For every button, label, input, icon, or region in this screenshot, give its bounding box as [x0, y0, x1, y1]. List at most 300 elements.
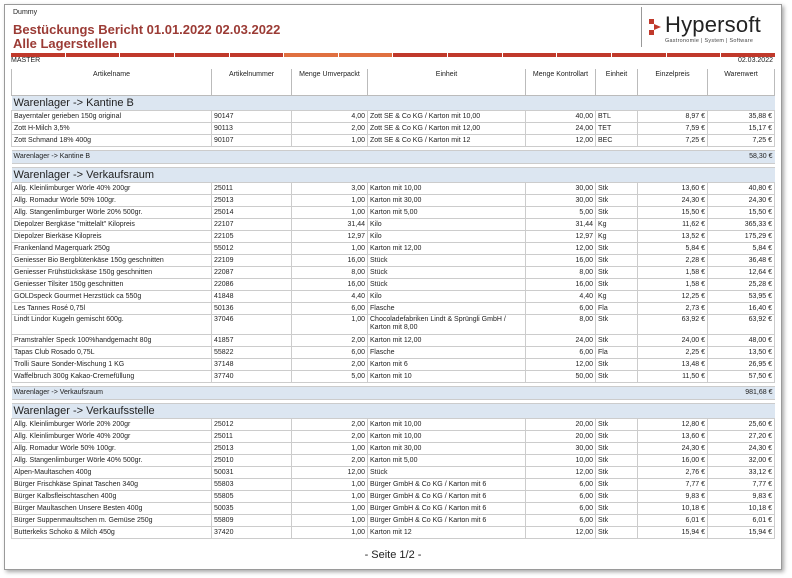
table-cell: Kilo [368, 219, 526, 231]
table-cell: 16,00 [526, 279, 596, 291]
table-cell: 50136 [212, 303, 292, 315]
table-row [12, 431, 775, 443]
table-cell: BEC [596, 135, 638, 147]
table-cell: 10,18 € [638, 503, 708, 515]
table-cell: 8,00 [292, 267, 368, 279]
table-cell: 12,80 € [638, 419, 708, 431]
table-cell: Pramstrahler Speck 100%handgemacht 80g [12, 335, 212, 347]
table-cell: 1,00 [292, 443, 368, 455]
table-cell: 3,00 [292, 183, 368, 195]
section-title: Warenlager -> Verkaufsraum [12, 168, 775, 183]
table-cell: Bürger GmbH & Co KG / Karton mit 6 [368, 479, 526, 491]
table-cell: 25010 [212, 455, 292, 467]
table-cell: 37148 [212, 359, 292, 371]
logo-divider [641, 7, 642, 47]
table-cell: Stk [596, 359, 638, 371]
table-cell: Kilo [368, 231, 526, 243]
table-row [12, 291, 775, 303]
report-title-line1: Bestückungs Bericht 01.01.2022 02.03.2022 [13, 22, 281, 37]
table-cell: 12,00 [526, 135, 596, 147]
table-cell: 11,50 € [638, 371, 708, 383]
table-cell: Lindt Lindor Kugeln gemischt 600g. [12, 315, 212, 335]
table-cell: Karton mit 10,00 [368, 419, 526, 431]
table-cell: 16,00 [292, 279, 368, 291]
table-row [12, 243, 775, 255]
table-cell: 63,92 € [638, 315, 708, 335]
table-cell: 4,40 [526, 291, 596, 303]
table-cell: Karton mit 5,00 [368, 455, 526, 467]
table-cell: Fla [596, 303, 638, 315]
table-cell: 55822 [212, 347, 292, 359]
table-cell: 5,00 [292, 371, 368, 383]
table-cell: 13,60 € [638, 431, 708, 443]
table-cell: 1,00 [292, 243, 368, 255]
table-cell: 15,94 € [708, 527, 775, 539]
stripe-segment [284, 53, 338, 57]
table-cell: 12,25 € [638, 291, 708, 303]
column-header: Einheit [596, 69, 638, 96]
table-cell: Zott SE & Co KG / Karton mit 10,00 [368, 111, 526, 123]
table-row [12, 207, 775, 219]
table-row [12, 335, 775, 347]
table-cell: 7,25 € [638, 135, 708, 147]
header-color-stripe [11, 53, 775, 57]
table-cell: Karton mit 5,00 [368, 207, 526, 219]
table-cell: Stk [596, 267, 638, 279]
table-row [12, 371, 775, 383]
table-cell: 16,40 € [708, 303, 775, 315]
report-title [13, 23, 280, 51]
summary-value: 58,30 € [708, 151, 775, 164]
hypersoft-mark-icon [649, 17, 663, 37]
table-cell: Stk [596, 479, 638, 491]
column-header: Warenwert [708, 69, 775, 96]
stripe-segment [503, 53, 557, 57]
table-row [12, 491, 775, 503]
table-cell: Kg [596, 291, 638, 303]
table-cell: Tapas Club Rosado 0,75L [12, 347, 212, 359]
stripe-segment [557, 53, 611, 57]
table-cell: 32,00 € [708, 455, 775, 467]
table-cell: 12,64 € [708, 267, 775, 279]
table-cell: 12,97 [526, 231, 596, 243]
master-label: MASTER [11, 57, 41, 64]
table-cell: 2,00 [292, 335, 368, 347]
table-cell: Stk [596, 183, 638, 195]
table-cell: 48,00 € [708, 335, 775, 347]
table-cell: Kilo [368, 291, 526, 303]
table-cell: 90107 [212, 135, 292, 147]
table-row [12, 315, 775, 335]
table-cell: 2,00 [292, 455, 368, 467]
table-cell: Stk [596, 431, 638, 443]
table-cell: Trolli Saure Sonder-Mischung 1 KG [12, 359, 212, 371]
table-cell: 41848 [212, 291, 292, 303]
table-row [12, 123, 775, 135]
table-cell: 1,00 [292, 195, 368, 207]
table-cell: 25,60 € [708, 419, 775, 431]
table-cell: 5,00 [526, 207, 596, 219]
table-cell: Stk [596, 195, 638, 207]
table-row [12, 503, 775, 515]
column-header: Einheit [368, 69, 526, 96]
summary-value: 981,68 € [708, 387, 775, 400]
table-body [12, 96, 775, 539]
table-row [12, 479, 775, 491]
table-cell: 1,58 € [638, 267, 708, 279]
table-cell: Allg. Kleinlimburger Wörle 40% 200gr [12, 183, 212, 195]
table-row [12, 419, 775, 431]
table-cell: 24,30 € [708, 443, 775, 455]
table-cell: 20,00 [526, 431, 596, 443]
table-cell: 36,48 € [708, 255, 775, 267]
section-summary-row [12, 387, 775, 400]
table-cell: Flasche [368, 347, 526, 359]
table-cell: 1,00 [292, 207, 368, 219]
table-cell: Allg. Kleinlimburger Wörle 20% 200gr [12, 419, 212, 431]
table-cell: 6,00 [292, 347, 368, 359]
hypersoft-logo [641, 7, 773, 49]
table-cell: 53,95 € [708, 291, 775, 303]
table-cell: 12,00 [526, 243, 596, 255]
table-cell: 20,00 [526, 419, 596, 431]
column-header: Menge Kontrollart [526, 69, 596, 96]
table-cell: Diepolzer Bergkäse "mittelalt" Kilopreis [12, 219, 212, 231]
table-cell: 13,60 € [638, 183, 708, 195]
table-row [12, 515, 775, 527]
table-cell: 35,88 € [708, 111, 775, 123]
table-cell: Stück [368, 267, 526, 279]
table-cell: 50035 [212, 503, 292, 515]
table-cell: 1,00 [292, 479, 368, 491]
table-cell: 365,33 € [708, 219, 775, 231]
stripe-segment [66, 53, 120, 57]
table-cell: 12,00 [292, 467, 368, 479]
table-cell: Stk [596, 335, 638, 347]
table-cell: Bürger Frischkäse Spinat Taschen 340g [12, 479, 212, 491]
table-cell: 12,97 [292, 231, 368, 243]
table-header-row [12, 69, 775, 96]
table-row [12, 303, 775, 315]
table-cell: Karton mit 12 [368, 527, 526, 539]
table-cell: 25013 [212, 195, 292, 207]
table-cell: 175,29 € [708, 231, 775, 243]
table-cell: 12,00 [526, 527, 596, 539]
table-cell: 26,95 € [708, 359, 775, 371]
table-cell: 1,00 [292, 515, 368, 527]
table-cell: 15,50 € [638, 207, 708, 219]
table-cell: 6,00 [292, 303, 368, 315]
table-cell: Zott SE & Co KG / Karton mit 12 [368, 135, 526, 147]
table-cell: 6,00 [526, 303, 596, 315]
table-cell: 2,73 € [638, 303, 708, 315]
table-cell: Stück [368, 255, 526, 267]
table-cell: Stk [596, 515, 638, 527]
stripe-segment [120, 53, 174, 57]
table-cell: Zott Schmand 18% 400g [12, 135, 212, 147]
table-cell: Stk [596, 315, 638, 335]
table-cell: 15,94 € [638, 527, 708, 539]
report-title-line2: Alle Lagerstellen [13, 36, 118, 51]
table-cell: GOLDspeck Gourmet Herzstück ca 550g [12, 291, 212, 303]
table-cell: 7,59 € [638, 123, 708, 135]
table-cell: Bayerntaler gerieben 150g original [12, 111, 212, 123]
table-cell: 55809 [212, 515, 292, 527]
table-cell: 16,00 [526, 255, 596, 267]
table-cell: 12,00 [526, 467, 596, 479]
table-row [12, 347, 775, 359]
table-cell: 40,00 [526, 111, 596, 123]
table-cell: 15,50 € [708, 207, 775, 219]
table-cell: 2,00 [292, 431, 368, 443]
table-cell: Stk [596, 207, 638, 219]
table-cell: BTL [596, 111, 638, 123]
table-cell: 9,83 € [638, 491, 708, 503]
section-header-row [12, 96, 775, 111]
logo-name: Hypersoft [665, 12, 761, 37]
table-cell: Karton mit 10,00 [368, 183, 526, 195]
report-page [4, 4, 782, 570]
table-cell: 50,00 [526, 371, 596, 383]
table-cell: 16,00 [292, 255, 368, 267]
table-cell: Flasche [368, 303, 526, 315]
table-row [12, 467, 775, 479]
stripe-segment [612, 53, 666, 57]
table-cell: 33,12 € [708, 467, 775, 479]
section-header-row [12, 404, 775, 419]
table-cell: 13,52 € [638, 231, 708, 243]
table-cell: Bürger Kalbsfleischtaschen 400g [12, 491, 212, 503]
table-cell: 24,00 € [638, 335, 708, 347]
table-row [12, 455, 775, 467]
table-cell: Karton mit 10 [368, 371, 526, 383]
table-cell: 37420 [212, 527, 292, 539]
table-cell: 22107 [212, 219, 292, 231]
table-cell: 8,97 € [638, 111, 708, 123]
table-cell: 6,00 [526, 515, 596, 527]
table-cell: 4,00 [292, 111, 368, 123]
table-row [12, 219, 775, 231]
table-cell: 24,30 € [638, 443, 708, 455]
table-cell: 63,92 € [708, 315, 775, 335]
table-cell: Bürger GmbH & Co KG / Karton mit 6 [368, 503, 526, 515]
table-cell: 40,80 € [708, 183, 775, 195]
table-cell: 7,77 € [708, 479, 775, 491]
column-header: Artikelname [12, 69, 212, 96]
table-cell: Stk [596, 279, 638, 291]
table-cell: 13,50 € [708, 347, 775, 359]
table-cell: 2,76 € [638, 467, 708, 479]
stripe-segment [339, 53, 393, 57]
table-cell: 1,00 [292, 315, 368, 335]
table-cell: 24,00 [526, 335, 596, 347]
table-cell: 10,18 € [708, 503, 775, 515]
inventory-table [11, 69, 775, 539]
table-cell: Bürger GmbH & Co KG / Karton mit 6 [368, 491, 526, 503]
table-cell: Allg. Stangenlimburger Wörle 20% 500gr. [12, 207, 212, 219]
table-cell: Alpen-Maultaschen 400g [12, 467, 212, 479]
table-cell: Geniesser Tilsiter 150g geschnitten [12, 279, 212, 291]
table-cell: 1,00 [292, 503, 368, 515]
table-cell: 27,20 € [708, 431, 775, 443]
table-cell: Stk [596, 527, 638, 539]
table-cell: Diepolzer Bierkäse Kilopreis [12, 231, 212, 243]
table-cell: Stück [368, 467, 526, 479]
table-cell: 37740 [212, 371, 292, 383]
table-cell: Karton mit 12,00 [368, 243, 526, 255]
table-cell: 30,00 [526, 183, 596, 195]
table-cell: 1,00 [292, 527, 368, 539]
table-cell: 16,00 € [638, 455, 708, 467]
table-row [12, 267, 775, 279]
table-cell: 55805 [212, 491, 292, 503]
table-cell: 22105 [212, 231, 292, 243]
table-cell: 22086 [212, 279, 292, 291]
table-cell: Stk [596, 371, 638, 383]
table-cell: Stk [596, 467, 638, 479]
table-cell: Butterkeks Schoko & Milch 450g [12, 527, 212, 539]
column-header: Einzelpreis [638, 69, 708, 96]
table-cell: 8,00 [526, 267, 596, 279]
table-cell: 15,17 € [708, 123, 775, 135]
table-cell: Stk [596, 255, 638, 267]
stripe-segment [667, 53, 721, 57]
table-cell: 31,44 [526, 219, 596, 231]
company-label: Dummy [13, 9, 38, 16]
table-row [12, 231, 775, 243]
table-cell: 9,83 € [708, 491, 775, 503]
table-cell: Stück [368, 279, 526, 291]
table-row [12, 527, 775, 539]
table-cell: 13,48 € [638, 359, 708, 371]
table-cell: Allg. Romadur Wörle 50% 100gr. [12, 443, 212, 455]
table-cell: 25011 [212, 183, 292, 195]
table-cell: 37046 [212, 315, 292, 335]
table-cell: Frankenland Magerquark 250g [12, 243, 212, 255]
table-cell: 25013 [212, 443, 292, 455]
table-cell: Karton mit 30,00 [368, 443, 526, 455]
table-cell: Stk [596, 491, 638, 503]
table-cell: Stk [596, 243, 638, 255]
table-cell: Karton mit 30,00 [368, 195, 526, 207]
table-cell: Karton mit 10,00 [368, 431, 526, 443]
table-cell: 1,58 € [638, 279, 708, 291]
section-title: Warenlager -> Verkaufsstelle [12, 404, 775, 419]
table-cell: Karton mit 12,00 [368, 335, 526, 347]
table-cell: 6,00 [526, 503, 596, 515]
table-cell: 6,01 € [638, 515, 708, 527]
table-cell: Waffelbruch 300g Kakao-Cremefüllung [12, 371, 212, 383]
summary-label: Warenlager -> Kantine B [12, 151, 708, 164]
table-cell: Geniesser Bio Bergblütenkäse 150g geschnitten [12, 255, 212, 267]
table-cell: TET [596, 123, 638, 135]
table-cell: Stk [596, 503, 638, 515]
table-row [12, 359, 775, 371]
table-row [12, 279, 775, 291]
table-cell: 4,40 [292, 291, 368, 303]
table-cell: 2,00 [292, 419, 368, 431]
table-cell: 7,25 € [708, 135, 775, 147]
section-summary-row [12, 151, 775, 164]
table-cell: 30,00 [526, 195, 596, 207]
table-cell: 55012 [212, 243, 292, 255]
table-cell: 30,00 [526, 443, 596, 455]
table-cell: Allg. Romadur Wörle 50% 100gr. [12, 195, 212, 207]
table-cell: 2,00 [292, 123, 368, 135]
table-cell: Geniesser Frühstückskäse 150g geschnitten [12, 267, 212, 279]
table-cell: Stk [596, 419, 638, 431]
column-header: Artikelnummer [212, 69, 292, 96]
table-cell: 22109 [212, 255, 292, 267]
stripe-segment [175, 53, 229, 57]
table-cell: Karton mit 6 [368, 359, 526, 371]
table-row [12, 255, 775, 267]
table-cell: 6,01 € [708, 515, 775, 527]
table-cell: 12,00 [526, 359, 596, 371]
section-header-row [12, 168, 775, 183]
table-cell: 7,77 € [638, 479, 708, 491]
stripe-segment [230, 53, 284, 57]
table-cell: 22087 [212, 267, 292, 279]
table-cell: 2,25 € [638, 347, 708, 359]
table-row [12, 183, 775, 195]
table-cell: 57,50 € [708, 371, 775, 383]
table-cell: Allg. Stangenlimburger Wörle 40% 500gr. [12, 455, 212, 467]
table-row [12, 111, 775, 123]
table-cell: 6,00 [526, 479, 596, 491]
table-cell: 55803 [212, 479, 292, 491]
stripe-segment [448, 53, 502, 57]
stripe-segment [393, 53, 447, 57]
table-cell: 1,00 [292, 135, 368, 147]
table-cell: Kg [596, 219, 638, 231]
table-cell: 8,00 [526, 315, 596, 335]
table-cell: 2,28 € [638, 255, 708, 267]
table-cell: 6,00 [526, 491, 596, 503]
table-cell: 11,62 € [638, 219, 708, 231]
table-cell: Stk [596, 443, 638, 455]
page-number: - Seite 1/2 - [364, 549, 422, 561]
table-cell: 10,00 [526, 455, 596, 467]
table-cell: Chocoladefabriken Lindt & Sprüngli GmbH / Karton mit 8,00 [368, 315, 526, 335]
report-date: 02.03.2022 [737, 57, 773, 64]
table-row [12, 443, 775, 455]
table-cell: 25012 [212, 419, 292, 431]
table-cell: 24,30 € [638, 195, 708, 207]
table-cell: 2,00 [292, 359, 368, 371]
summary-label: Warenlager -> Verkaufsraum [12, 387, 708, 400]
table-cell: Zott SE & Co KG / Karton mit 12,00 [368, 123, 526, 135]
table-cell: 6,00 [526, 347, 596, 359]
table-cell: 31,44 [292, 219, 368, 231]
table-cell: 1,00 [292, 491, 368, 503]
logo-tagline: Gastronomie | System | Software [665, 38, 754, 44]
table-cell: 90113 [212, 123, 292, 135]
table-cell: Allg. Kleinlimburger Wörle 40% 200gr [12, 431, 212, 443]
table-cell: Kg [596, 231, 638, 243]
table-cell: 25,28 € [708, 279, 775, 291]
table-row [12, 195, 775, 207]
table-cell: 50031 [212, 467, 292, 479]
table-cell: 41857 [212, 335, 292, 347]
table-row [12, 135, 775, 147]
section-title: Warenlager -> Kantine B [12, 96, 775, 111]
table-cell: Bürger Maultaschen Unsere Besten 400g [12, 503, 212, 515]
table-cell: Fla [596, 347, 638, 359]
table-cell: Bürger GmbH & Co KG / Karton mit 6 [368, 515, 526, 527]
table-cell: 90147 [212, 111, 292, 123]
table-cell: 5,84 € [708, 243, 775, 255]
